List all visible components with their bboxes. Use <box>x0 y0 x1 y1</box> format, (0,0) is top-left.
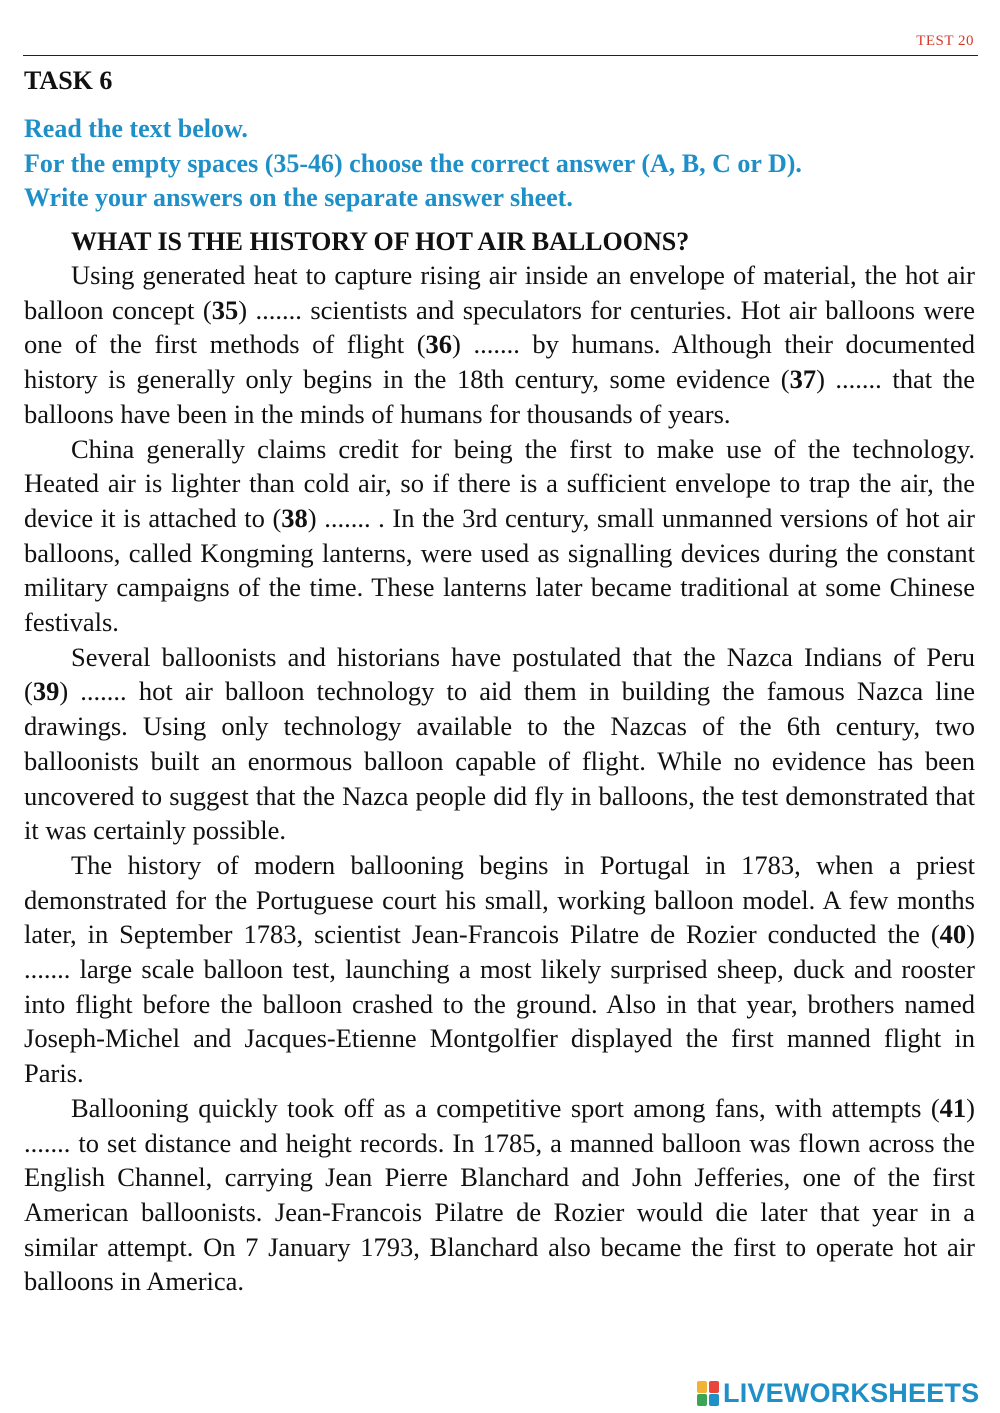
instruction-line: Write your answers on the separate answer sheet. <box>24 183 573 212</box>
article <box>24 225 975 1299</box>
paragraph-text: ) ....... to set distance and height records. In 1785, a manned balloon was flown across the English Channel, carrying Jean Pierre Blanchard and John Jefferies, one of the first American balloonists. Jean-Francois Pilatre de Rozier would die later that year in a similar attempt. On 7 January 1793, Blanchard also became the first to operate hot air balloons in America. <box>24 1092 975 1297</box>
gap-number: 41 <box>939 1092 967 1123</box>
logo-mark-square <box>697 1394 707 1406</box>
article-paragraph <box>24 258 975 432</box>
gap-number: 40 <box>939 919 967 950</box>
test-label: TEST 20 <box>916 33 974 49</box>
task-title: TASK 6 <box>24 66 113 95</box>
gap-number: 37 <box>789 364 817 395</box>
logo-mark-square <box>709 1381 719 1393</box>
article-paragraph <box>24 432 975 640</box>
article-paragraph <box>24 640 975 848</box>
instruction-line: For the empty spaces (35-46) choose the correct answer (A, B, C or D). <box>24 148 802 178</box>
liveworksheets-logo-mark <box>697 1379 721 1407</box>
paragraph-text: Several balloonists and historians have postulated that the Nazca Indians of Peru ( <box>24 641 975 707</box>
article-body <box>24 258 975 1299</box>
instruction-line: Read the text below. <box>24 114 248 143</box>
paragraph-text: Using generated heat to capture rising air inside an envelope of material, the hot air balloon concept ( <box>24 260 975 325</box>
paragraph-text: ) ....... by humans. Although their documented history is generally only begins in the 18th century, some evidence ( <box>24 329 975 395</box>
logo-mark-square <box>697 1381 707 1393</box>
task-instructions <box>24 112 979 216</box>
article-title: WHAT IS THE HISTORY OF HOT AIR BALLOONS? <box>71 227 690 256</box>
header-divider <box>23 55 978 56</box>
logo-text: LIVEWORKSHEETS <box>723 1377 980 1408</box>
gap-number: 36 <box>425 329 453 360</box>
liveworksheets-logo <box>697 1377 979 1409</box>
article-paragraph <box>24 1091 975 1299</box>
paragraph-text: ) ....... that the balloons have been in the minds of humans for thousands of years. <box>24 364 976 429</box>
logo-mark-square <box>709 1394 719 1406</box>
paragraph-text: ) ....... large scale balloon test, launching a most likely surprised sheep, duck and rooster into flight before the balloon crashed to the ground. Also in that year, brothers named Joseph-Michel and Jacques-Etienne Montgolfier displayed the first manned flight in Paris. <box>24 919 975 1089</box>
gap-number: 35 <box>211 294 239 325</box>
gap-number: 39 <box>32 676 60 707</box>
paragraph-text: ) ....... scientists and speculators for centuries. Hot air balloons were one of the first methods of flight ( <box>24 294 975 360</box>
paragraph-text: ) ....... hot air balloon technology to aid them in building the famous Nazca line drawings. Using only technology available to the Nazcas of the 6th century, two balloonists built an enormous balloon capable of flight. While no evidence has been uncovered to suggest that the Nazca people did fly in balloons, the test demonstrated that it was certainly possible. <box>24 676 975 846</box>
article-paragraph <box>24 848 975 1091</box>
paragraph-text: China generally claims credit for being the first to make use of the technology. Heated air is lighter than cold air, so if there is a sufficient envelope to trap the air, the device it is attached to ( <box>24 433 975 533</box>
paragraph-text: Ballooning quickly took off as a competitive sport among fans, with attempts ( <box>71 1092 940 1123</box>
paragraph-text: ) ....... . In the 3rd century, small unmanned versions of hot air balloons, called Kongming lanterns, were used as signalling devices during the constant military campaigns of the time. These lanterns later became traditional at some Chinese festivals. <box>24 502 975 638</box>
paragraph-text: The history of modern ballooning begins in Portugal in 1783, when a priest demonstrated for the Portuguese court his small, working balloon model. A few months later, in September 1783, scientist Jean-Francois Pilatre de Rozier conducted the ( <box>24 849 975 950</box>
gap-number: 38 <box>281 502 308 533</box>
